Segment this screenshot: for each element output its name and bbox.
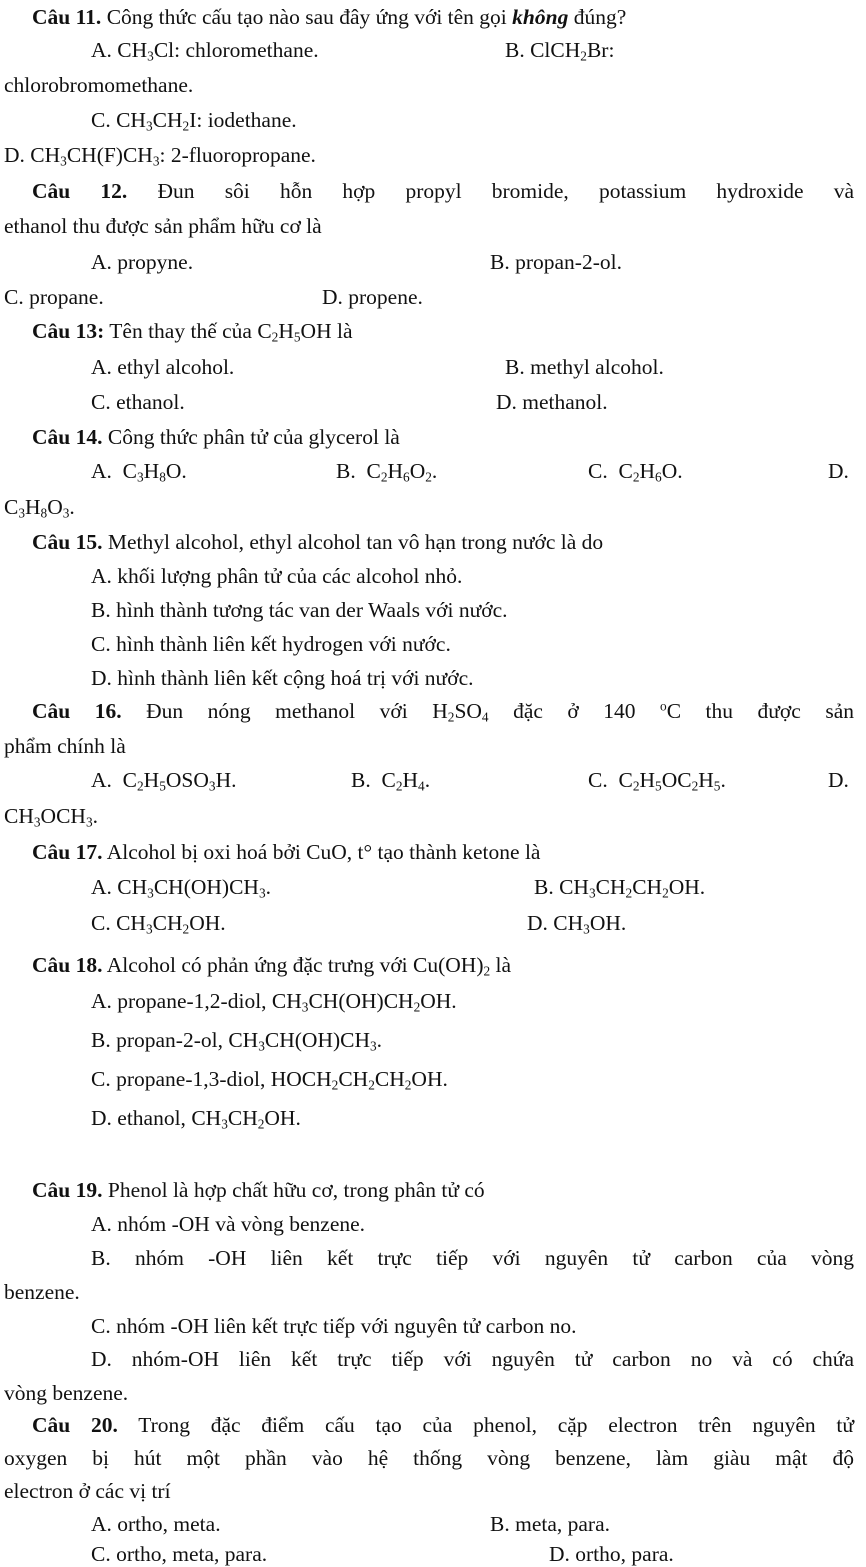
q13-option-c[interactable]: C. ethanol. xyxy=(91,390,185,414)
q19-option-d[interactable]: D. nhóm-OH liên kết trực tiếp với nguyên tử carbon no và có chứa xyxy=(91,1347,854,1371)
q12-option-c[interactable]: C. propane. xyxy=(4,285,104,309)
q14-stem: Câu 14. Công thức phân tử của glycerol là xyxy=(32,425,400,449)
q17-option-a[interactable]: A. $CH_3CH(OH)CH_3$. xyxy=(91,875,271,901)
q18-option-d[interactable]: D. ethanol, $CH_3CH_2OH$. xyxy=(91,1106,301,1132)
q14-option-a[interactable]: A. $C_3H_8O$. xyxy=(91,459,187,485)
q17-option-d[interactable]: D. $CH_3OH$. xyxy=(527,911,627,937)
q19-option-a[interactable]: A. nhóm -OH và vòng benzene. xyxy=(91,1212,366,1236)
q18-option-a[interactable]: A. propane-1,2-diol, $CH_3CH(OH)CH_2OH$. xyxy=(91,989,457,1015)
q12-stem-cont: ethanol thu được sản phẩm hữu cơ là xyxy=(4,214,322,238)
q12-option-a[interactable]: A. propyne. xyxy=(91,250,194,274)
q16-option-d-formula: $CH_3OCH_3$. xyxy=(4,804,98,830)
q14-label: Câu 14. xyxy=(32,425,103,449)
q18-stem: Câu 18. Alcohol có phản ứng đặc trưng với $Cu(OH)_2$ là xyxy=(32,953,512,979)
q11-option-a[interactable]: A. $CH_3Cl$: chloromethane. xyxy=(91,38,319,64)
q13-option-d[interactable]: D. methanol. xyxy=(496,390,608,414)
q20-option-a[interactable]: A. ortho, meta. xyxy=(91,1512,221,1536)
q12-option-b[interactable]: B. propan-2-ol. xyxy=(490,250,622,274)
q13-label: Câu 13: xyxy=(32,319,105,343)
q13-option-b[interactable]: B. methyl alcohol. xyxy=(505,355,664,379)
q16-stem: Câu 16. Đun nóng methanol với $H_2SO_4$ đặc ở 140 $^o$C thu được sản xyxy=(32,698,854,725)
q20-option-b[interactable]: B. meta, para. xyxy=(490,1512,610,1536)
q19-option-c[interactable]: C. nhóm -OH liên kết trực tiếp với nguyên tử carbon no. xyxy=(91,1314,577,1338)
q17-option-b[interactable]: B. $CH_3CH_2CH_2OH$. xyxy=(534,875,706,901)
q13-stem: Câu 13: Tên thay thế của $C_2H_5OH$ là xyxy=(32,319,353,345)
q20-stem-cont-2: electron ở các vị trí xyxy=(4,1479,171,1503)
q19-option-b[interactable]: B. nhóm -OH liên kết trực tiếp với nguyên tử carbon của vòng xyxy=(91,1246,854,1270)
q20-label: Câu 20. xyxy=(32,1413,118,1437)
q18-label: Câu 18. xyxy=(32,953,103,977)
q14-option-b[interactable]: B. $C_2H_6O_2$. xyxy=(336,459,438,485)
q11-option-c[interactable]: C. $CH_3CH_2I$: iodethane. xyxy=(91,108,297,134)
q19-label: Câu 19. xyxy=(32,1178,103,1202)
q11-option-b-cont: chlorobromomethane. xyxy=(4,73,194,97)
q12-option-d[interactable]: D. propene. xyxy=(322,285,423,309)
q16-stem-cont: phẩm chính là xyxy=(4,734,126,758)
q20-option-c[interactable]: C. ortho, meta, para. xyxy=(91,1542,268,1566)
q16-label: Câu 16. xyxy=(32,699,122,723)
q14-option-c[interactable]: C. $C_2H_6O$. xyxy=(588,459,683,485)
q16-option-d[interactable]: D. xyxy=(828,768,849,792)
q15-option-d[interactable]: D. hình thành liên kết cộng hoá trị với nước. xyxy=(91,666,474,690)
q16-option-c[interactable]: C. $C_2H_5OC_2H_5$. xyxy=(588,768,726,794)
q15-option-a[interactable]: A. khối lượng phân tử của các alcohol nhỏ. xyxy=(91,564,463,588)
q20-stem: Câu 20. Trong đặc điểm cấu tạo của phenol, cặp electron trên nguyên tử xyxy=(32,1413,855,1437)
q12-stem: Câu 12. Đun sôi hỗn hợp propyl bromide, potassium hydroxide và xyxy=(32,179,855,203)
q15-stem: Câu 15. Methyl alcohol, ethyl alcohol tan vô hạn trong nước là do xyxy=(32,530,604,554)
q16-option-b[interactable]: B. $C_2H_4$. xyxy=(351,768,431,794)
q14-option-d[interactable]: D. xyxy=(828,459,849,483)
q18-option-c[interactable]: C. propane-1,3-diol, $HOCH_2CH_2CH_2OH$. xyxy=(91,1067,448,1093)
q16-option-a[interactable]: A. $C_2H_5OSO_3H$. xyxy=(91,768,237,794)
q15-option-c[interactable]: C. hình thành liên kết hydrogen với nước. xyxy=(91,632,451,656)
q14-option-d-formula: $C_3H_8O_3$. xyxy=(4,495,75,521)
q19-stem: Câu 19. Phenol là hợp chất hữu cơ, trong phân tử có xyxy=(32,1178,485,1202)
q20-option-d[interactable]: D. ortho, para. xyxy=(549,1542,674,1566)
q17-stem: Câu 17. Alcohol bị oxi hoá bởi CuO, t° tạo thành ketone là xyxy=(32,840,541,864)
q12-label: Câu 12. xyxy=(32,179,128,203)
q18-option-b[interactable]: B. propan-2-ol, $CH_3CH(OH)CH_3$. xyxy=(91,1028,383,1054)
q11-stem: Câu 11. Công thức cấu tạo nào sau đây ứng với tên gọi không đúng? xyxy=(32,5,627,29)
q17-label: Câu 17. xyxy=(32,840,103,864)
q11-label: Câu 11. xyxy=(32,5,102,29)
q13-option-a[interactable]: A. ethyl alcohol. xyxy=(91,355,235,379)
q15-option-b[interactable]: B. hình thành tương tác van der Waals với nước. xyxy=(91,598,508,622)
q11-option-b[interactable]: B. ClCH$_2$Br: xyxy=(505,38,615,64)
q17-option-c[interactable]: C. $CH_3CH_2OH$. xyxy=(91,911,226,937)
q15-label: Câu 15. xyxy=(32,530,103,554)
q20-stem-cont: oxygen bị hút một phần vào hệ thống vòng benzene, làm giàu mật độ xyxy=(4,1446,854,1470)
q19-option-d-cont: vòng benzene. xyxy=(4,1381,129,1405)
q19-option-b-cont: benzene. xyxy=(4,1280,80,1304)
q11-option-d[interactable]: D. $CH_3CH(F)CH_3$: 2-fluoropropane. xyxy=(4,143,316,169)
